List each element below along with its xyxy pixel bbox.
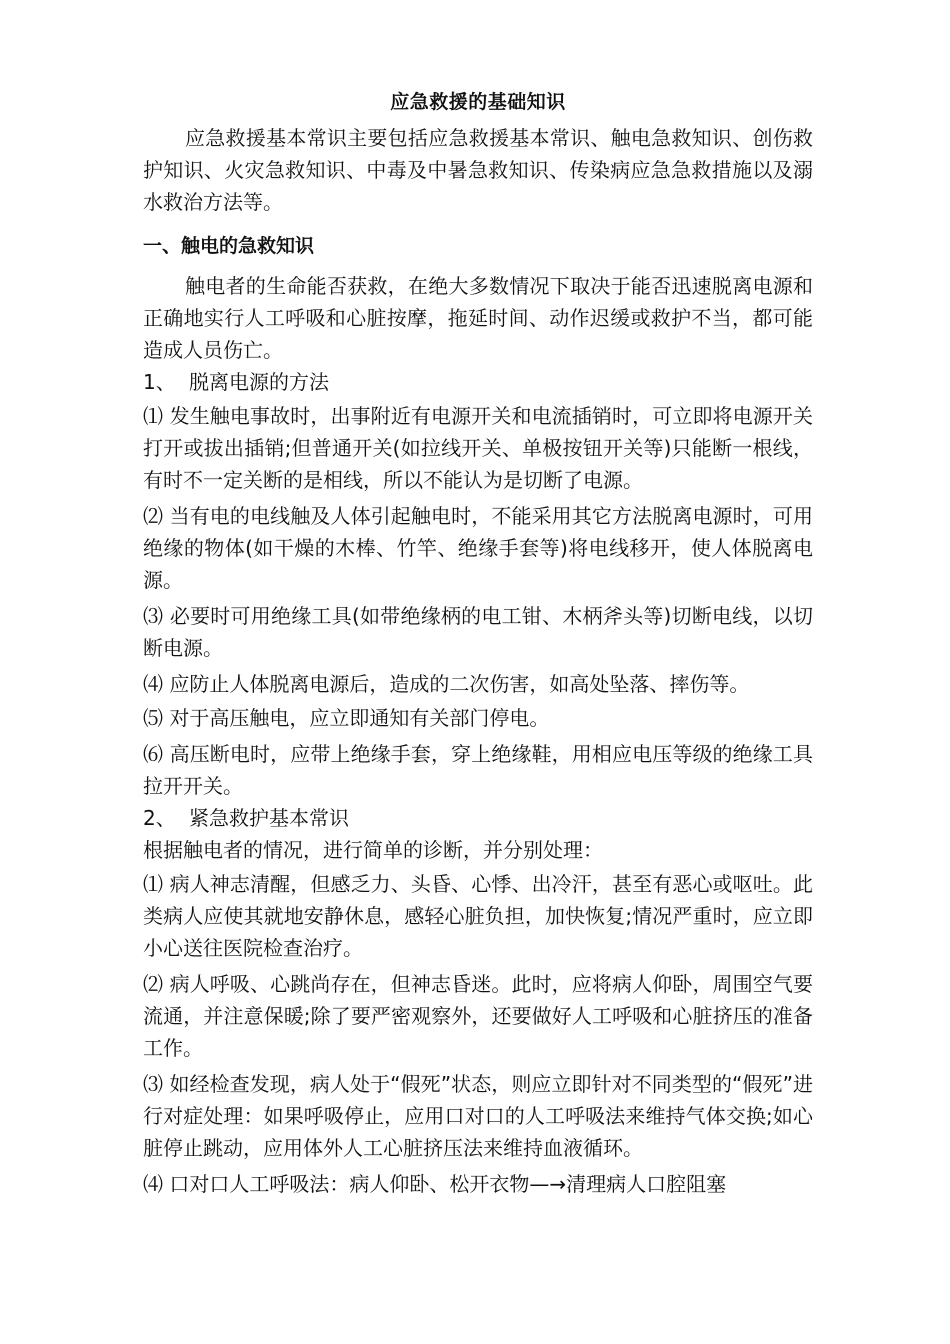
list-item: ⑵ 病人呼吸、心跳尚存在，但神志昏迷。此时，应将病人仰卧，周围空气要流通，并注意保暖;除了要严密观察外，还要做好人工呼吸和心脏挤压的准备工作。 [143,972,813,1060]
document-title: 应急救援的基础知识 [390,91,566,113]
intro-paragraph: 应急救援基本常识主要包括应急救援基本常识、触电急救知识、创伤救护知识、火灾急救知识、中毒及中暑急救知识、传染病应急急救措施以及溺水救治方法等。 [143,126,813,214]
document-page [143,88,813,1200]
list-item: ⑹ 高压断电时，应带上绝缘手套，穿上绝缘鞋，用相应电压等级的绝缘工具拉开开关。 [143,742,813,798]
section-intro-paragraph: 触电者的生命能否获救，在绝大多数情况下取决于能否迅速脱离电源和正确地实行人工呼吸和心脏按摩，拖延时间、动作迟缓或救护不当，都可能造成人员伤亡。 [143,274,813,362]
list-item: ⑵ 当有电的电线触及人体引起触电时，不能采用其它方法脱离电源时，可用绝缘的物体(如干燥的木棒、竹竿、绝缘手套等)将电线移开，使人体脱离电源。 [143,504,813,592]
subsection-lead: 根据触电者的情况，进行简单的诊断，并分别处理： [143,838,603,862]
list-item: ⑶ 必要时可用绝缘工具(如带绝缘柄的电工钳、木柄斧头等)切断电线，以切断电源。 [143,604,813,660]
section-heading-electric-shock: 一、触电的急救知识 [143,235,315,257]
subsection-heading-first-aid [143,802,813,834]
subsection-number: 1、 [143,370,176,394]
subsection-heading-power-off [143,366,813,398]
subsection-title: 紧急救护基本常识 [189,806,349,830]
list-item: ⑷ 口对口人工呼吸法：病人仰卧、松开衣物—→清理病人口腔阻塞 [143,1172,727,1196]
list-item: ⑷ 应防止人体脱离电源后，造成的二次伤害，如高处坠落、摔伤等。 [143,672,750,696]
list-item: ⑴ 发生触电事故时，出事附近有电源开关和电流插销时，可立即将电源开关打开或拔出插销;但普通开关(如拉线开关、单极按钮开关等)只能断一根线，有时不一定关断的是相线，所以不能认为是切断了电源。 [143,404,813,492]
subsection-number: 2、 [143,806,176,830]
list-item: ⑴ 病人神志清醒，但感乏力、头昏、心悸、出冷汗，甚至有恶心或呕吐。此类病人应使其就地安静休息，感轻心脏负担，加快恢复;情况严重时，应立即小心送往医院检查治疗。 [143,872,813,960]
subsection-title: 脱离电源的方法 [189,370,329,394]
list-item: ⑸ 对于高压触电，应立即通知有关部门停电。 [143,706,550,730]
list-item: ⑶ 如经检查发现，病人处于“假死”状态，则应立即针对不同类型的“假死”进行对症处理：如果呼吸停止，应用口对口的人工呼吸法来维持气体交换;如心脏停止跳动，应用体外人工心脏挤压法来维持血液循环。 [143,1072,813,1160]
